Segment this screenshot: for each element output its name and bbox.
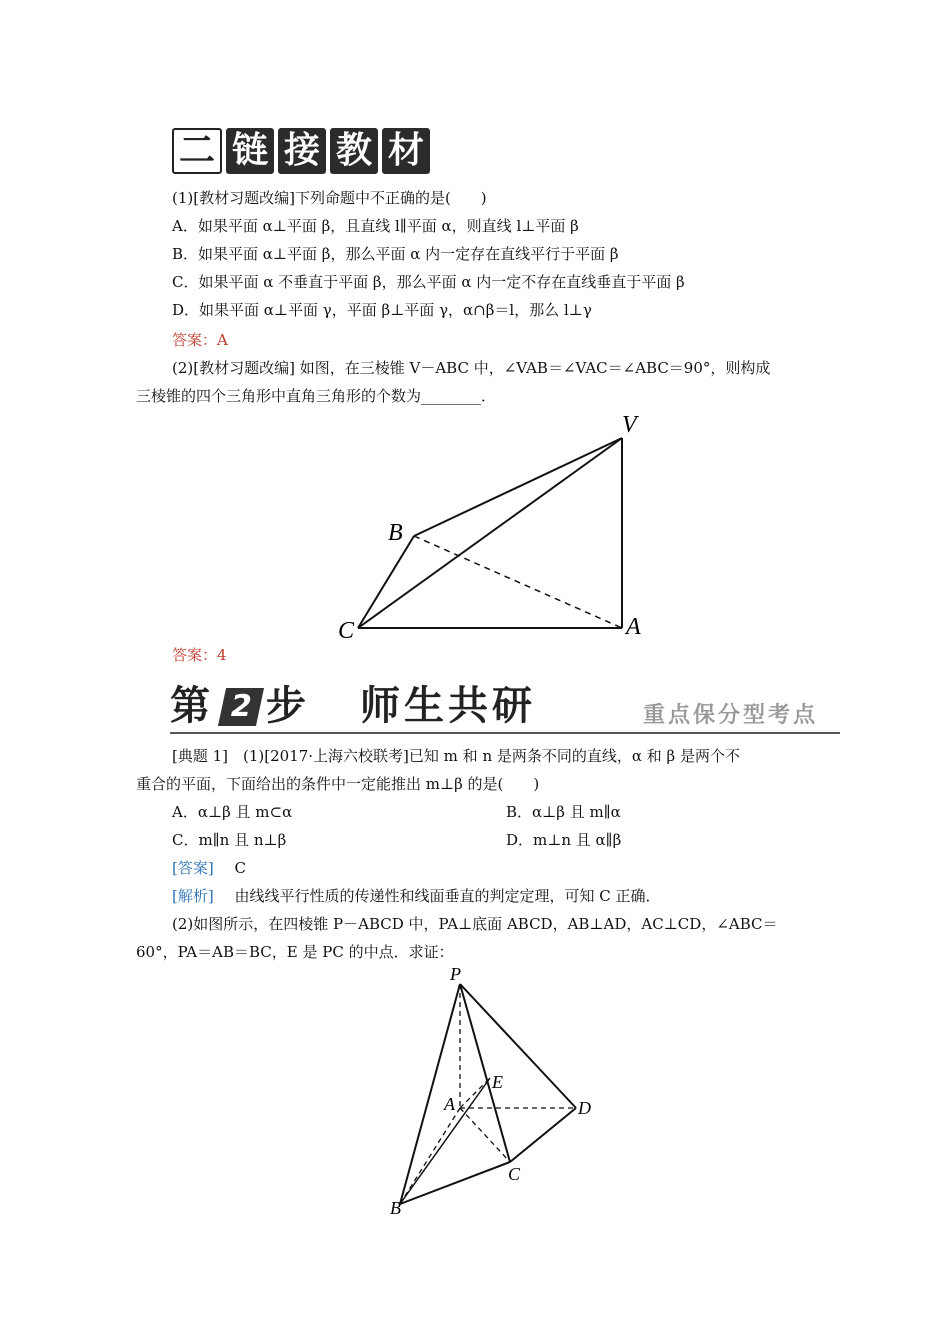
edge-vb — [414, 438, 622, 536]
q2-answer: 答案：4 — [172, 646, 227, 664]
banner-bu: 步 — [266, 683, 306, 729]
q1-option-c: C．如果平面 α 不垂直于平面 β，那么平面 α 内一定不存在直线垂直于平面 β — [172, 273, 685, 291]
answer-tag: [答案] — [172, 859, 214, 877]
section-banner-textbook-link — [172, 128, 430, 176]
label-a: A — [444, 1094, 455, 1114]
analysis-tag: [解析] — [172, 887, 214, 905]
answer-value: C — [234, 859, 246, 877]
q1-stem: (1)[教材习题改编]下列命题中不正确的是( ) — [172, 189, 487, 207]
label-p: P — [450, 964, 461, 984]
ex1-option-a: A．α⊥β 且 m⊂α — [172, 803, 293, 821]
banner-di: 第 — [170, 683, 210, 729]
q1-option-d: D．如果平面 α⊥平面 γ，平面 β⊥平面 γ，α∩β＝l，那么 l⊥γ — [172, 301, 592, 319]
banner-title: 师生共研 — [360, 683, 536, 729]
label-d: D — [578, 1098, 591, 1118]
label-c: C — [338, 618, 355, 644]
ex1-option-d: D．m⊥n 且 α∥β — [506, 831, 622, 849]
label-e: E — [492, 1072, 503, 1092]
q1-option-a: A．如果平面 α⊥平面 β，且直线 l∥平面 α，则直线 l⊥平面 β — [172, 217, 579, 235]
ex1-answer — [172, 858, 246, 878]
edge-cd — [510, 1108, 576, 1162]
banner-char: 二 — [172, 128, 222, 174]
edge-ba-hidden — [414, 536, 622, 628]
label-b: B — [388, 520, 403, 546]
label-b: B — [390, 1198, 401, 1218]
banner-char: 材 — [382, 128, 430, 174]
edge-ab-hidden — [400, 1108, 460, 1204]
ex1-line2: 重合的平面，下面给出的条件中一定能推出 m⊥β 的是( ) — [136, 775, 540, 793]
edge-bc — [358, 536, 414, 628]
pyramid-v-abc-figure — [330, 408, 650, 644]
edge-bc — [400, 1162, 510, 1204]
analysis-text: 由线线平行性质的传递性和线面垂直的判定定理，可知 C 正确． — [234, 887, 661, 905]
q2-stem-line1: (2)[教材习题改编] 如图，在三棱锥 V－ABC 中，∠VAB＝∠VAC＝∠ABC＝90°，则构成 — [172, 359, 771, 377]
pyramid-p-abcd-figure — [380, 962, 610, 1220]
label-a: A — [626, 614, 641, 640]
q2-stem-line2: 三棱锥的四个三角形中直角三角形的个数为________． — [136, 387, 497, 405]
banner-subtitle: 重点保分型考点 — [642, 703, 818, 728]
banner-rule — [170, 732, 840, 734]
label-c: C — [508, 1164, 521, 1184]
section-banner-step2 — [170, 680, 840, 736]
label-v: V — [622, 412, 637, 438]
ex2-line2: 60°，PA＝AB＝BC，E 是 PC 的中点．求证： — [136, 943, 454, 961]
q1-option-b: B．如果平面 α⊥平面 β，那么平面 α 内一定存在直线平行于平面 β — [172, 245, 619, 263]
ex1-analysis — [172, 886, 661, 906]
banner-char: 接 — [278, 128, 326, 174]
q1-answer: 答案：A — [172, 331, 228, 349]
ex2-line1: (2)如图所示，在四棱锥 P－ABCD 中，PA⊥底面 ABCD，AB⊥AD，AC⊥CD，∠ABC＝ — [172, 915, 778, 933]
segment-ae-hidden — [460, 1078, 490, 1108]
ex1-line1: [典题 1] (1)[2017·上海六校联考]已知 m 和 n 是两条不同的直线，α 和 β 是两个不 — [172, 747, 740, 765]
banner-char: 链 — [226, 128, 274, 174]
banner-step-number: 2 — [218, 688, 264, 726]
banner-char: 教 — [330, 128, 378, 174]
ex1-option-c: C．m∥n 且 n⊥β — [172, 831, 287, 849]
ex1-option-b: B．α⊥β 且 m∥α — [506, 803, 621, 821]
